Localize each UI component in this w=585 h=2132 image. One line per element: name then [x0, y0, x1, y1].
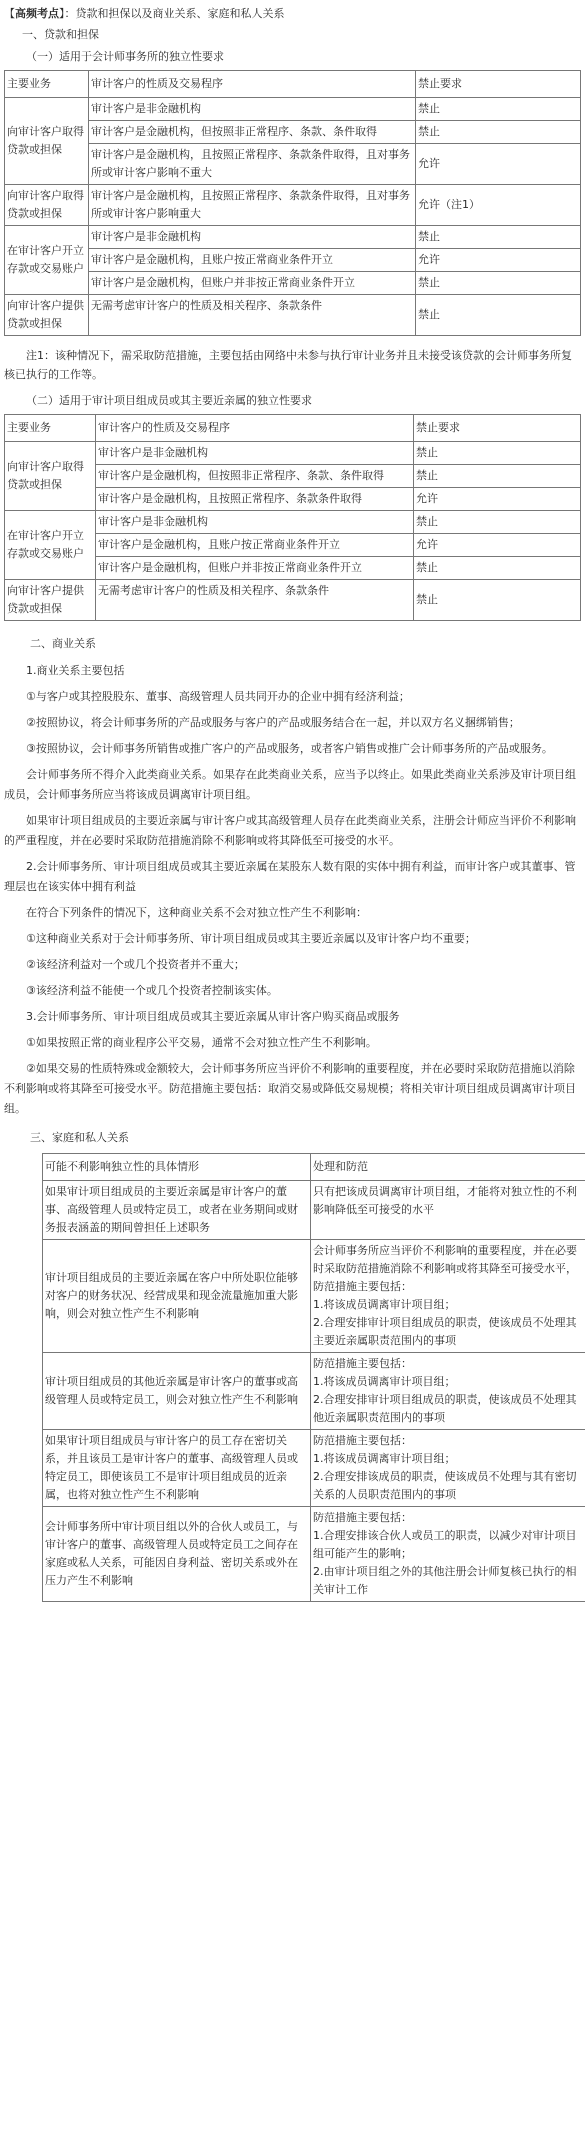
section1-sub1: （一）适用于会计师事务所的独立性要求 — [26, 50, 224, 63]
nature-cell: 审计客户是金融机构，但按照非正常程序、条款、条件取得 — [96, 465, 414, 488]
business-cell: 在审计客户开立存款或交易账户 — [5, 511, 96, 580]
requirement-cell: 禁止 — [414, 511, 581, 534]
table-row — [5, 580, 581, 621]
table-row — [43, 1181, 585, 1240]
paragraph: 如果审计项目组成员的主要近亲属与审计客户或其高级管理人员存在此类商业关系，注册会计师应当评价不利影响的严重程度，并在必要时采取防范措施消除不利影响或将其降低至可接受的水平。 — [4, 814, 576, 847]
note1: 注1：该种情况下，需采取防范措施，主要包括由网络中未参与执行审计业务并且未接受该贷款的会计师事务所复核已执行的工作等。 — [4, 349, 572, 381]
nature-cell: 审计客户是金融机构，但账户并非按正常商业条件开立 — [96, 557, 414, 580]
header-cell: 审计客户的性质及交易程序 — [96, 415, 414, 442]
nature-cell: 审计客户是金融机构，且账户按正常商业条件开立 — [89, 249, 416, 272]
requirement-cell: 允许 — [416, 144, 581, 185]
requirement-cell: 禁止 — [416, 226, 581, 249]
requirement-cell: 禁止 — [414, 580, 581, 621]
paragraph: ①如果按照正常的商业程序公平交易，通常不会对独立性产生不利影响。 — [26, 1036, 377, 1049]
page-title: 【高频考点】：贷款和担保以及商业关系、家庭和私人关系 — [4, 7, 285, 20]
requirement-cell: 禁止 — [416, 295, 581, 336]
table2 — [4, 414, 581, 621]
nature-cell: 审计客户是金融机构，且按照正常程序、条款条件取得，且对事务所或审计客户影响不重大 — [89, 144, 416, 185]
nature-cell: 审计客户是金融机构，且按照正常程序、条款条件取得，且对事务所或审计客户影响重大 — [89, 185, 416, 226]
handling-cell: 防范措施主要包括： 1.合理安排该合伙人或员工的职责，以减少对审计项目组可能产生的影响； 2.由审计项目组之外的其他注册会计师复核已执行的相关审计工作 — [311, 1507, 585, 1602]
business-cell: 向审计客户取得贷款或担保 — [5, 442, 96, 511]
table3-header — [43, 1154, 585, 1181]
table2-header — [5, 415, 581, 442]
section3-heading: 三、家庭和私人关系 — [30, 1131, 129, 1144]
table-row — [5, 226, 581, 249]
handling-cell: 会计师事务所应当评价不利影响的重要程度，并在必要时采取防范措施消除不利影响或将其降至可接受水平，防范措施主要包括： 1.将该成员调离审计项目组； 2.合理安排审计项目组成员的职责，使该成员不处理其主要近亲属职责范围内的事项 — [311, 1240, 585, 1353]
table-row — [5, 295, 581, 336]
section1-sub2: （二）适用于审计项目组成员或其主要近亲属的独立性要求 — [26, 394, 312, 407]
table1 — [4, 70, 581, 336]
paragraph: 3.会计师事务所、审计项目组成员或其主要近亲属从审计客户购买商品或服务 — [26, 1010, 400, 1023]
table-row — [43, 1240, 585, 1353]
nature-cell: 审计客户是非金融机构 — [89, 226, 416, 249]
business-cell: 向审计客户取得贷款或担保 — [5, 98, 89, 185]
header-cell: 主要业务 — [5, 415, 96, 442]
nature-cell: 审计客户是金融机构，但按照非正常程序、条款、条件取得 — [89, 121, 416, 144]
table-row — [5, 98, 581, 121]
section2-heading: 二、商业关系 — [30, 637, 96, 650]
paragraph: ②如果交易的性质特殊或金额较大，会计师事务所应当评价不利影响的重要程度，并在必要时采取防范措施以消除不利影响或将其降至可接受水平。防范措施主要包括：取消交易或降低交易规模；将相关审计项目组成员调离审计项目组。 — [4, 1062, 576, 1115]
table-row — [43, 1353, 585, 1430]
table-row — [5, 442, 581, 465]
nature-cell: 无需考虑审计客户的性质及相关程序、条款条件 — [96, 580, 414, 621]
nature-cell: 审计客户是金融机构，但账户并非按正常商业条件开立 — [89, 272, 416, 295]
paragraph: 1.商业关系主要包括 — [26, 664, 125, 677]
nature-cell: 审计客户是非金融机构 — [96, 511, 414, 534]
business-cell: 向审计客户提供贷款或担保 — [5, 580, 96, 621]
handling-cell: 只有把该成员调离审计项目组，才能将对独立性的不利影响降低至可接受的水平 — [311, 1181, 585, 1240]
table-row — [43, 1430, 585, 1507]
section2-body — [4, 661, 581, 1119]
requirement-cell: 禁止 — [416, 272, 581, 295]
nature-cell: 审计客户是金融机构，且账户按正常商业条件开立 — [96, 534, 414, 557]
table-row — [5, 144, 581, 185]
table-row — [5, 121, 581, 144]
paragraph: ①与客户或其控股股东、董事、高级管理人员共同开办的企业中拥有经济利益； — [26, 690, 410, 703]
table-row — [5, 272, 581, 295]
situation-cell: 审计项目组成员的主要近亲属在客户中所处职位能够对客户的财务状况、经营成果和现金流量施加重大影响，则会对独立性产生不利影响 — [43, 1240, 311, 1353]
table-row — [43, 1507, 585, 1602]
header-cell: 禁止要求 — [414, 415, 581, 442]
nature-cell: 审计客户是金融机构，且按照正常程序、条款条件取得 — [96, 488, 414, 511]
nature-cell: 审计客户是非金融机构 — [96, 442, 414, 465]
section1-heading: 一、贷款和担保 — [22, 28, 99, 41]
header-cell: 处理和防范 — [311, 1154, 585, 1181]
table3 — [42, 1153, 585, 1602]
paragraph: ②按照协议，将会计师事务所的产品或服务与客户的产品或服务结合在一起，并以双方名义捆绑销售； — [26, 716, 520, 729]
table1-header — [5, 71, 581, 98]
paragraph: ②该经济利益对一个或几个投资者并不重大； — [26, 958, 245, 971]
paragraph: 会计师事务所不得介入此类商业关系。如果存在此类商业关系，应当予以终止。如果此类商业关系涉及审计项目组成员，会计师事务所应当将该成员调离审计项目组。 — [4, 768, 576, 801]
requirement-cell: 允许（注1） — [416, 185, 581, 226]
handling-cell: 防范措施主要包括： 1.将该成员调离审计项目组； 2.合理安排该成员的职责，使该成员不处理与其有密切关系的人员职责范围内的事项 — [311, 1430, 585, 1507]
paragraph: ③该经济利益不能使一个或几个投资者控制该实体。 — [26, 984, 278, 997]
table-row — [5, 249, 581, 272]
paragraph: ①这种商业关系对于会计师事务所、审计项目组成员或其主要近亲属以及审计客户均不重要； — [26, 932, 476, 945]
header-cell: 禁止要求 — [416, 71, 581, 98]
header-cell: 主要业务 — [5, 71, 89, 98]
requirement-cell: 允许 — [416, 249, 581, 272]
requirement-cell: 禁止 — [414, 465, 581, 488]
business-cell: 在审计客户开立存款或交易账户 — [5, 226, 89, 295]
table-row — [5, 511, 581, 534]
situation-cell: 如果审计项目组成员与审计客户的员工存在密切关系，并且该员工是审计客户的董事、高级管理人员或特定员工，即使该员工不是审计项目组成员的近亲属，也将对独立性产生不利影响 — [43, 1430, 311, 1507]
nature-cell: 审计客户是非金融机构 — [89, 98, 416, 121]
requirement-cell: 禁止 — [414, 442, 581, 465]
requirement-cell: 禁止 — [414, 557, 581, 580]
situation-cell: 会计师事务所中审计项目组以外的合伙人或员工，与审计客户的董事、高级管理人员或特定员工之间存在家庭或私人关系，可能因自身利益、密切关系或外在压力产生不利影响 — [43, 1507, 311, 1602]
situation-cell: 如果审计项目组成员的主要近亲属是审计客户的董事、高级管理人员或特定员工，或者在业务期间或财务报表涵盖的期间曾担任上述职务 — [43, 1181, 311, 1240]
requirement-cell: 禁止 — [416, 98, 581, 121]
table-row — [5, 185, 581, 226]
nature-cell: 无需考虑审计客户的性质及相关程序、条款条件 — [89, 295, 416, 336]
paragraph: 在符合下列条件的情况下，这种商业关系不会对独立性产生不利影响： — [26, 906, 367, 919]
requirement-cell: 允许 — [414, 488, 581, 511]
header-cell: 审计客户的性质及交易程序 — [89, 71, 416, 98]
business-cell: 向审计客户取得贷款或担保 — [5, 185, 89, 226]
business-cell: 向审计客户提供贷款或担保 — [5, 295, 89, 336]
paragraph: 2.会计师事务所、审计项目组成员或其主要近亲属在某股东人数有限的实体中拥有利益，而审计客户或其董事、管理层也在该实体中拥有利益 — [4, 860, 576, 893]
paragraph: ③按照协议，会计师事务所销售或推广客户的产品或服务，或者客户销售或推广会计师事务所的产品或服务。 — [26, 742, 553, 755]
requirement-cell: 允许 — [414, 534, 581, 557]
handling-cell: 防范措施主要包括： 1.将该成员调离审计项目组； 2.合理安排审计项目组成员的职责，使该成员不处理其他近亲属职责范围内的事项 — [311, 1353, 585, 1430]
header-cell: 可能不利影响独立性的具体情形 — [43, 1154, 311, 1181]
situation-cell: 审计项目组成员的其他近亲属是审计客户的董事或高级管理人员或特定员工，则会对独立性产生不利影响 — [43, 1353, 311, 1430]
requirement-cell: 禁止 — [416, 121, 581, 144]
